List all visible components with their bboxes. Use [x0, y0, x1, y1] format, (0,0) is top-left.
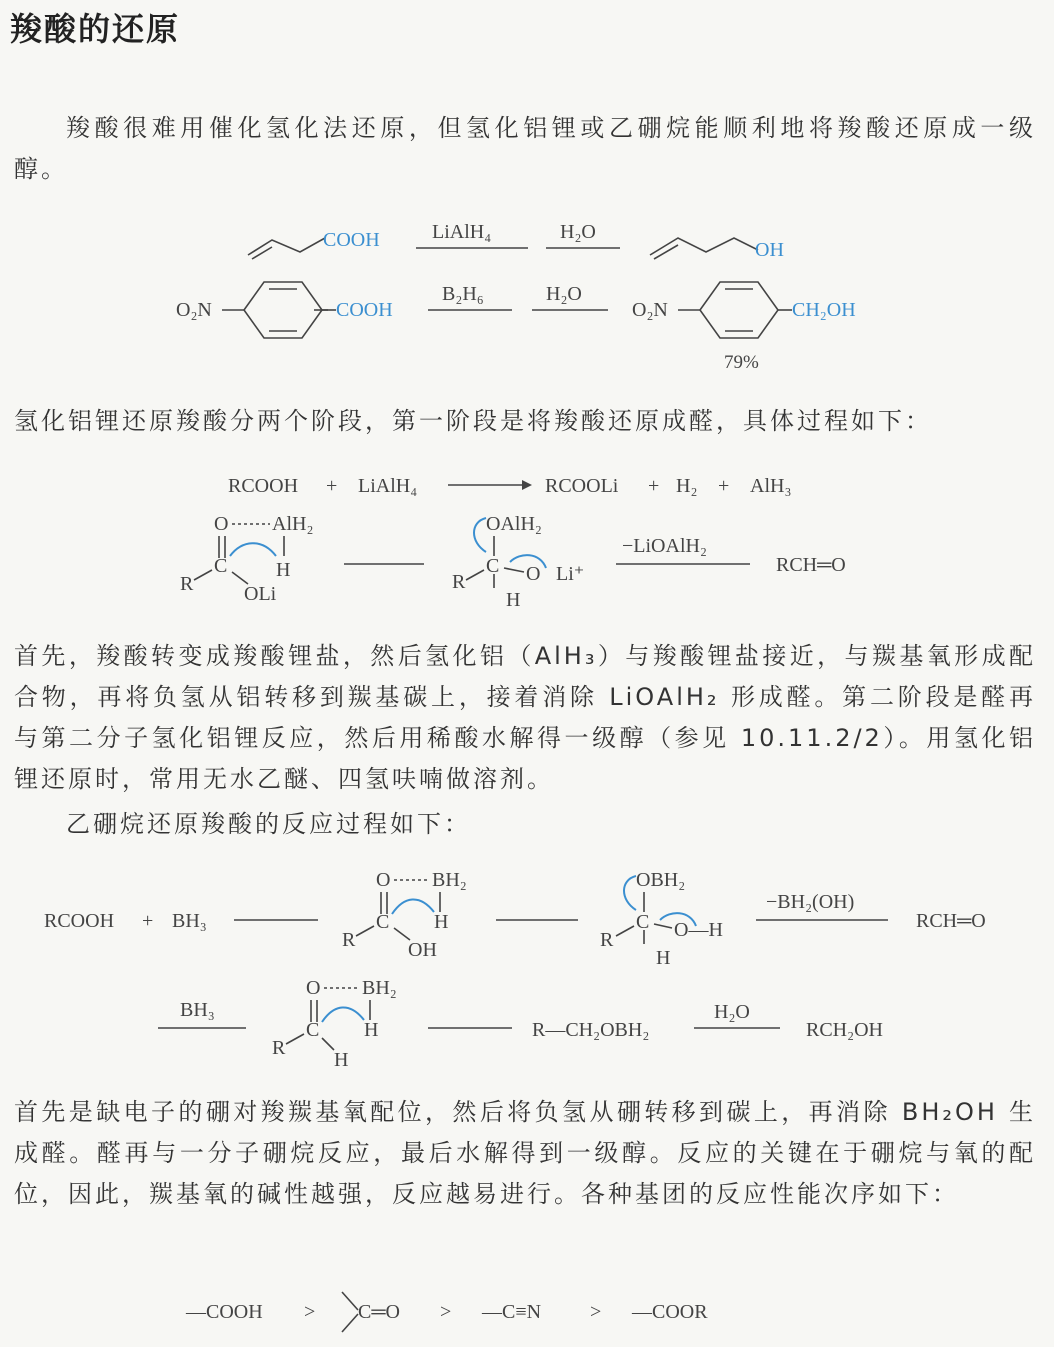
s3-int1-bh2: BH₂: [432, 869, 467, 891]
int1-oli: OLi: [244, 583, 277, 605]
eq-rcooli: RCOOLi: [545, 475, 619, 497]
oh-label: OH: [755, 239, 784, 261]
gt-1: >: [304, 1301, 316, 1323]
s3-int2-obh2: OBH₂: [636, 869, 686, 891]
s3-int3-h1: H: [364, 1019, 379, 1041]
s3-int2-h: H: [656, 947, 671, 969]
s3-int1-o: O: [376, 869, 391, 891]
reagent-h2o-2: H₂O: [546, 283, 582, 305]
group-ester: —COOR: [632, 1301, 708, 1323]
s3-bh3: BH₃: [172, 910, 207, 932]
eq-plus-2: +: [648, 475, 660, 497]
o2n-label-1: O₂N: [176, 299, 212, 321]
s3-int3-c: C: [306, 1019, 320, 1041]
s3-int3-bh2: BH₂: [362, 977, 397, 999]
eq-rcooh: RCOOH: [228, 475, 299, 497]
reactivity-order: [0, 1284, 1054, 1344]
reagent-lialh4: LiAlH₄: [432, 221, 492, 243]
gt-2: >: [440, 1301, 452, 1323]
s3-int1-oh: OH: [408, 939, 437, 961]
s3-step3-h2o: H₂O: [714, 1001, 750, 1023]
group-nitrile: —C≡N: [482, 1301, 542, 1323]
elim-lioalh2: −LiOAlH₂: [622, 535, 707, 557]
paragraph-conclusion: 首先是缺电子的硼对羧羰基氧配位，然后将负氢从硼转移到碳上，再消除 BH₂OH 生成醛。醛再与一分子硼烷反应，最后水解得到一级醇。反应的关键在于硼烷与氧的配位，因此，羰基氧的碱性越强，反应越易进行。各种基团的反应性能次序如下：: [14, 1098, 1036, 1208]
reaction-scheme-1: [0, 210, 1054, 380]
reaction-scheme-lialh4: [0, 460, 1054, 630]
paragraph-lialh4: 氢化铝锂还原羧酸分两个阶段，第一阶段是将羧酸还原成醛，具体过程如下：: [14, 407, 932, 435]
s3-int2-c: C: [636, 911, 650, 933]
s3-rcooh: RCOOH: [44, 910, 115, 932]
ch2oh-label: CH₂OH: [792, 299, 856, 321]
reagent-b2h6: B₂H₆: [442, 283, 484, 305]
s3-int4: R—CH₂OBH₂: [532, 1019, 650, 1041]
s3-step2-bh3: BH₃: [180, 999, 215, 1021]
eq-plus-3: +: [718, 475, 730, 497]
int2-r: R: [452, 571, 466, 593]
paragraph-diborane: 乙硼烷还原羧酸的反应过程如下：: [66, 810, 471, 838]
int1-r: R: [180, 573, 194, 595]
product-aldehyde-2: RCH═O: [916, 910, 986, 932]
s3-int2-oh: O—H: [674, 919, 723, 941]
eq-alh3: AlH₃: [750, 475, 792, 497]
reagent-h2o-1: H₂O: [560, 221, 596, 243]
int1-c: C: [214, 555, 228, 577]
final-product: RCH₂OH: [806, 1019, 883, 1041]
int1-h: H: [276, 559, 291, 581]
yield-label: 79%: [724, 352, 759, 373]
s3-int3-h2: H: [334, 1049, 349, 1071]
s3-elim: −BH₂(OH): [766, 891, 855, 913]
s3-int3-r: R: [272, 1037, 286, 1059]
int2-h: H: [506, 589, 521, 611]
reaction-scheme-diborane: [0, 860, 1054, 1080]
eq-plus-1: +: [326, 475, 338, 497]
int2-oalh2: OAlH₂: [486, 513, 542, 535]
s3-plus: +: [142, 910, 154, 932]
product-aldehyde-1: RCH═O: [776, 554, 846, 576]
page-title: 羧酸的还原: [10, 10, 181, 48]
int1-alh2: AlH₂: [272, 513, 314, 535]
int2-o-minus: O: [526, 563, 541, 585]
gt-3: >: [590, 1301, 602, 1323]
o2n-label-2: O₂N: [632, 299, 668, 321]
s3-int1-r: R: [342, 929, 356, 951]
eq-h2: H₂: [676, 475, 698, 497]
s3-int1-h: H: [434, 911, 449, 933]
int2-li: Li⁺: [556, 563, 585, 585]
int2-c: C: [486, 555, 500, 577]
paragraph-intro: 羧酸很难用催化氢化法还原，但氢化铝锂或乙硼烷能顺利地将羧酸还原成一级醇。: [14, 114, 1036, 183]
s3-int1-c: C: [376, 911, 390, 933]
cooh-label: COOH: [323, 229, 380, 251]
paragraph-mechanism: 首先，羧酸转变成羧酸锂盐，然后氢化铝（AlH₃）与羧酸锂盐接近，与羰基氧形成配合物，再将负氢从铝转移到羰基碳上，接着消除 LiOAlH₂ 形成醛。第二阶段是醛再与第二分子氢化铝锂反应，然后用稀酸水解得一级醇（参见 10.11.2/2）。用氢化铝锂还原时，常用无水乙醚、四氢呋喃做溶剂。: [14, 642, 1036, 793]
s3-int3-o: O: [306, 977, 321, 999]
cooh-label-2: COOH: [336, 299, 393, 321]
s3-int2-r: R: [600, 929, 614, 951]
group-cooh: —COOH: [186, 1301, 263, 1323]
eq-lialh4: LiAlH₄: [358, 475, 418, 497]
group-carbonyl: C═O: [358, 1301, 400, 1323]
int1-o: O: [214, 513, 229, 535]
